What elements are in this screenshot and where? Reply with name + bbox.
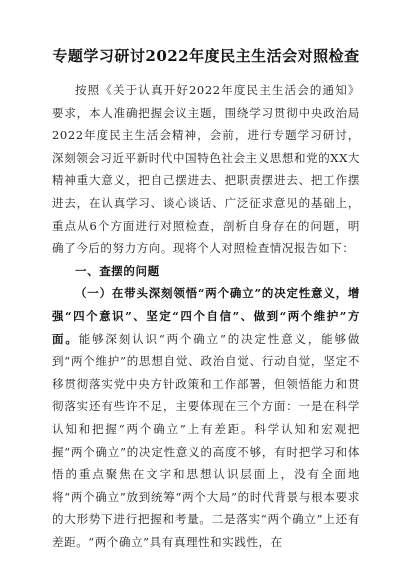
subsection-paragraph (52, 282, 360, 553)
subsection-body: 能够深刻认识“两个确立”的决定性意义，能够做到“两个维护”的思想自觉、政治自觉、行动自觉，坚定不移贯彻落实党中央方针政策和工作部署，但领悟能力和贯彻落实还有些许不足，主要体现在三个方面：一是在科学认知和把握“两个确立”上有差距。科学认知和宏观把握“两个确立”的决定性意义的高度不够，有时把学习和体悟的重点聚焦在文字和思想认识层面上，没有全面地将“两个确立”放到统筹“两个大局”的时代背景与根本要求的大形势下进行把握和考量。二是落实“两个确立”上还有差距。“两个确立”具有真理性和实践性，在 (52, 331, 360, 549)
document-title: 专题学习研讨2022年度民主生活会对照检查 (52, 47, 360, 65)
subsection-heading: （一）在带头深刻领悟“两个确立”的决定性意义，增强“四个意识”、坚定“四个自信”、做到“两个维护”方面。 (52, 286, 360, 346)
intro-paragraph: 按照《关于认真开好2022年度民主生活会的通知》要求，本人准确把握会议主题，围绕学习贯彻中央政治局2022年度民主生活会精神，会前，进行专题学习研讨，深刻领会习近平新时代中国特色社会主义思想和党的XX大精神重大意义，把自己摆进去、把职责摆进去、把工作摆进去，在认真学习、谈心谈话、广泛征求意见的基础上，重点从6个方面进行对照检查，剖析自身存在的问题，明确了今后的努力方向。现将个人对照检查情况报告如下： (52, 83, 360, 256)
section-heading: 一、查摆的问题 (75, 263, 160, 278)
